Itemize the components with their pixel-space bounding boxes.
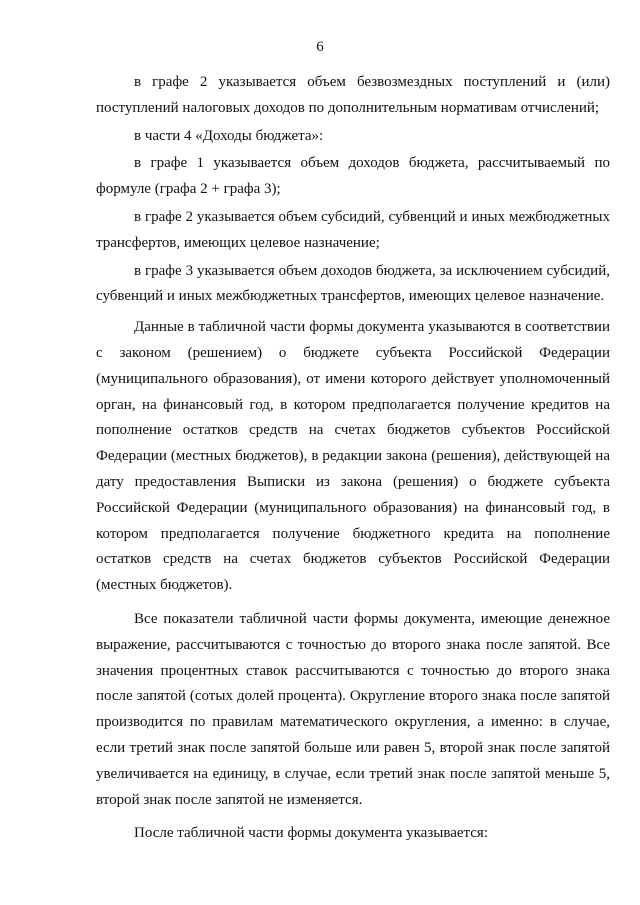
paragraph-chast-4-heading: в части 4 «Доходы бюджета»: [134,127,324,144]
paragraph-grafa-3-dohody: в графе 3 указывается объем доходов бюджета, за исключением субсидий, субвенций и иных межбюджетных трансфертов, имеющих целевое назначение. [96,262,610,305]
paragraph-grafa-1-dohody: в графе 1 указывается объем доходов бюджета, рассчитываемый по формуле (графа 2 + графа 3); [96,155,610,198]
page-number: 6 [316,39,324,55]
paragraph-grafa-2-subsidii: в графе 2 указывается объем субсидий, субвенций и иных межбюджетных трансфертов, имеющих целевое назначение; [96,208,610,251]
paragraph-dannye-tablichnoy-chasti: Данные в табличной части формы документа указываются в соответствии с законом (решением) о бюджете субъекта Российской Федерации (муниципального образования), от имени которого действует уполномоченный орган, на финансовый год, в котором предполагается получение кредитов на пополнение остатков средств на счетах бюджетов субъектов Российской Федерации (местных бюджетов), в редакции закона (решения), действующей на дату предоставления Выписки из закона (решения) о бюджете субъекта Российской Федерации (муниципального образования) на финансовый год, в котором предполагается получение бюджетного кредита на пополнение остатков средств на счетах бюджетов субъектов Российской Федерации (местных бюджетов). [96,319,610,594]
paragraph-grafa-2-bezvozmezdnye: в графе 2 указывается объем безвозмездных поступлений и (или) поступлений налоговых доходов по дополнительным нормативам отчислений; [96,74,610,116]
paragraph-okruglenie: Все показатели табличной части формы документа, имеющие денежное выражение, рассчитываются с точностью до второго знака после запятой. Все значения процентных ставок рассчитываются с точностью до второго знака после запятой (сотых долей процента). Округление второго знака после запятой производится по правилам математического округления, а именно: в случае, если третий знак после запятой больше или равен 5, второй знак после запятой увеличивается на единицу, в случае, если третий знак после запятой меньше 5, второй знак после запятой не изменяется. [96,610,610,808]
document-body [96,70,610,847]
paragraph-posle-tablichnoy-chasti: После табличной части формы документа указывается: [134,825,488,842]
